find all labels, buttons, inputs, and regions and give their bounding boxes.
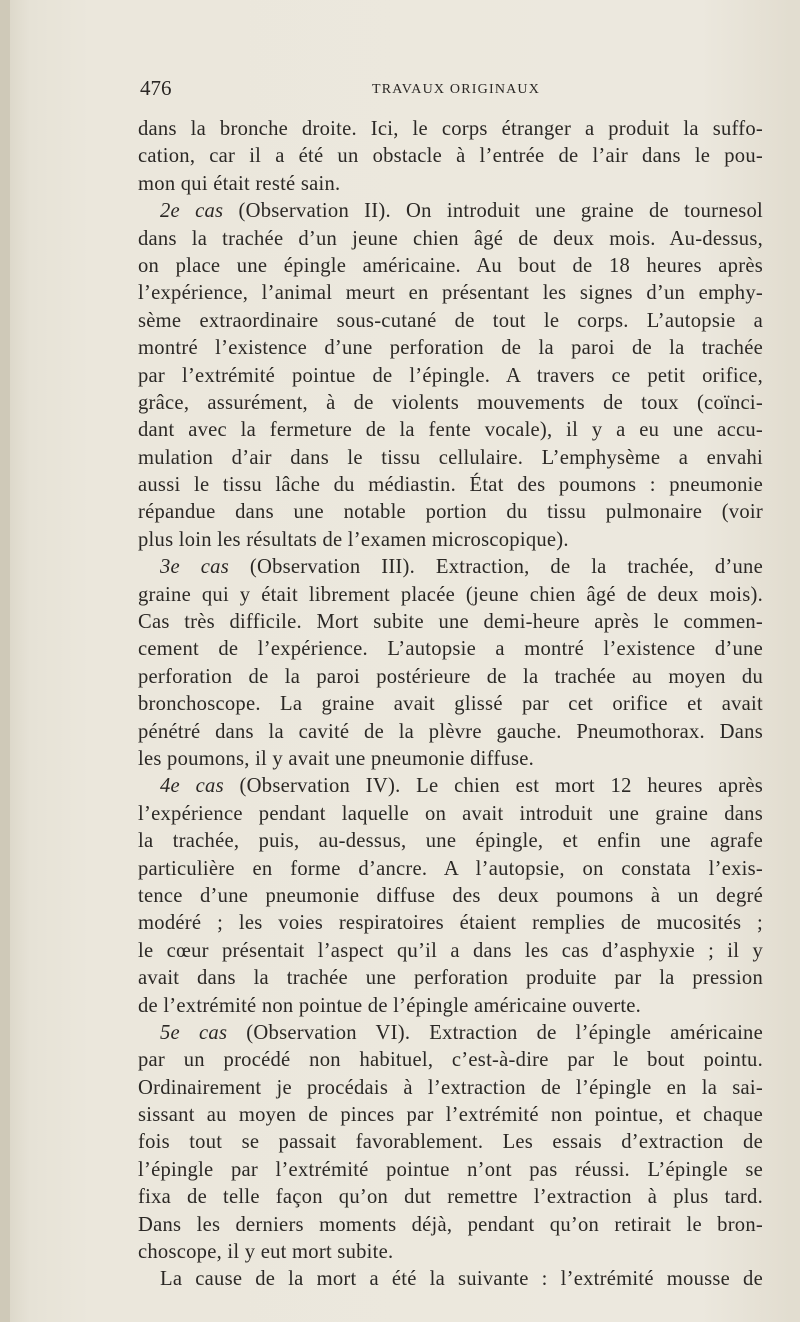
running-title: TRAVAUX ORIGINAUX bbox=[372, 82, 541, 97]
text-line bbox=[138, 143, 763, 170]
text-line bbox=[138, 691, 763, 718]
text-line bbox=[138, 499, 763, 526]
text-line bbox=[138, 938, 763, 965]
text-line bbox=[138, 554, 763, 581]
line-text: modéré ; les voies respiratoires étaient remplies de mucosités ; bbox=[138, 912, 763, 935]
text-line bbox=[138, 527, 763, 554]
line-text: (Observation II). On introduit une graine de tournesol bbox=[223, 200, 763, 223]
line-text: cement de l’expérience. L’autopsie a montré l’existence d’une bbox=[138, 638, 763, 661]
line-text: sème extraordinaire sous-cutané de tout le corps. L’autopsie a bbox=[138, 309, 763, 332]
text-line bbox=[138, 308, 763, 335]
text-line bbox=[138, 1129, 763, 1156]
text-line bbox=[138, 1266, 763, 1293]
text-line bbox=[138, 664, 763, 691]
line-text: grâce, assurément, à de violents mouvements de toux (coïnci- bbox=[138, 391, 763, 414]
line-text: dant avec la fermeture de la fente vocale), il y a eu une accu- bbox=[138, 419, 763, 442]
line-text: de l’extrémité non pointue de l’épingle américaine ouverte. bbox=[138, 994, 642, 1017]
line-text: perforation de la paroi postérieure de la trachée au moyen du bbox=[138, 665, 763, 688]
text-line bbox=[138, 582, 763, 609]
line-text: fois tout se passait favorablement. Les essais d’extraction de bbox=[138, 1131, 763, 1154]
line-text: graine qui y était librement placée (jeune chien âgé de deux mois). bbox=[138, 583, 763, 606]
line-text: dans la trachée d’un jeune chien âgé de deux mois. Au-dessus, bbox=[138, 227, 763, 250]
text-line bbox=[138, 1184, 763, 1211]
page-header bbox=[140, 72, 765, 106]
case-label: e cas bbox=[170, 556, 229, 579]
text-line bbox=[138, 390, 763, 417]
text-line bbox=[138, 171, 763, 198]
line-text: plus loin les résultats de l’examen microscopique). bbox=[138, 528, 569, 551]
line-text: répandue dans une notable portion du tissu pulmonaire (voir bbox=[138, 501, 763, 524]
text-line bbox=[138, 965, 763, 992]
line-text: La cause de la mort a été la suivante : l’extrémité mousse de bbox=[160, 1268, 763, 1291]
text-line bbox=[138, 1239, 763, 1266]
line-text: l’expérience, l’animal meurt en présentant les signes d’un emphy- bbox=[138, 282, 763, 305]
text-line bbox=[138, 363, 763, 390]
line-text: l’expérience pendant laquelle on avait introduit une graine dans bbox=[138, 802, 763, 825]
line-text: cation, car il a été un obstacle à l’entrée de l’air dans le pou- bbox=[138, 145, 763, 168]
line-text: le cœur présentait l’aspect qu’il a dans les cas d’asphyxie ; il y bbox=[138, 939, 763, 962]
body-text bbox=[138, 116, 763, 1294]
case-number: 2 bbox=[160, 200, 171, 223]
line-text: sissant au moyen de pinces par l’extrémité non pointue, et chaque bbox=[138, 1104, 763, 1127]
line-text: bronchoscope. La graine avait glissé par cet orifice et avait bbox=[138, 693, 763, 716]
case-label: e cas bbox=[170, 1021, 228, 1044]
text-line bbox=[138, 417, 763, 444]
text-line bbox=[138, 801, 763, 828]
text-line bbox=[138, 1212, 763, 1239]
text-line bbox=[138, 719, 763, 746]
text-line bbox=[138, 198, 763, 225]
line-text: Cas très difficile. Mort subite une demi-heure après le commen- bbox=[138, 611, 763, 634]
line-text: pénétré dans la cavité de la plèvre gauche. Pneumothorax. Dans bbox=[138, 720, 763, 743]
text-line bbox=[138, 883, 763, 910]
line-text: tence d’une pneumonie diffuse des deux poumons à un degré bbox=[138, 884, 763, 907]
line-text: particulière en forme d’ancre. A l’autopsie, on constata l’exis- bbox=[138, 857, 763, 880]
text-line bbox=[138, 280, 763, 307]
text-line bbox=[138, 1157, 763, 1184]
line-text: (Observation III). Extraction, de la trachée, d’une bbox=[229, 556, 763, 579]
line-text: l’épingle par l’extrémité pointue n’ont pas réussi. L’épingle se bbox=[138, 1158, 763, 1181]
text-line bbox=[138, 226, 763, 253]
text-line bbox=[138, 856, 763, 883]
line-text: montré l’existence d’une perforation de la paroi de la trachée bbox=[138, 337, 763, 360]
line-text: mulation d’air dans le tissu cellulaire. L’emphysème a envahi bbox=[138, 446, 763, 469]
line-text: Ordinairement je procédais à l’extraction de l’épingle en la sai- bbox=[138, 1076, 763, 1099]
line-text: avait dans la trachée une perforation produite par la pression bbox=[138, 967, 763, 990]
line-text: par un procédé non habituel, c’est-à-dire par le bout pointu. bbox=[138, 1049, 763, 1072]
text-line bbox=[138, 910, 763, 937]
line-text: fixa de telle façon qu’on dut remettre l’extraction à plus tard. bbox=[138, 1186, 763, 1209]
line-text: par l’extrémité pointue de l’épingle. A travers ce petit orifice, bbox=[138, 364, 763, 387]
text-line bbox=[138, 335, 763, 362]
text-line bbox=[138, 1020, 763, 1047]
text-line bbox=[138, 773, 763, 800]
text-line bbox=[138, 1047, 763, 1074]
line-text: on place une épingle américaine. Au bout de 18 heures après bbox=[138, 254, 763, 277]
text-line bbox=[138, 116, 763, 143]
text-line bbox=[138, 746, 763, 773]
line-text: aussi le tissu lâche du médiastin. État des poumons : pneumonie bbox=[138, 474, 763, 497]
text-line bbox=[138, 993, 763, 1020]
page-gutter-shadow bbox=[0, 0, 10, 1322]
line-text: mon qui était resté sain. bbox=[138, 172, 341, 195]
line-text: dans la bronche droite. Ici, le corps étranger a produit la suffo- bbox=[138, 118, 763, 140]
case-number: 3 bbox=[160, 556, 171, 579]
text-line bbox=[138, 828, 763, 855]
case-label: e cas bbox=[170, 775, 224, 798]
text-line bbox=[138, 253, 763, 280]
line-text: (Observation IV). Le chien est mort 12 heures après bbox=[223, 775, 763, 798]
text-line bbox=[138, 636, 763, 663]
line-text: (Observation VI). Extraction de l’épingle américaine bbox=[227, 1021, 763, 1044]
line-text: les poumons, il y avait une pneumonie diffuse. bbox=[138, 747, 535, 770]
line-text: la trachée, puis, au-dessus, une épingle, et enfin une agrafe bbox=[138, 830, 763, 853]
text-line bbox=[138, 609, 763, 636]
text-line bbox=[138, 472, 763, 499]
line-text: Dans les derniers moments déjà, pendant qu’on retirait le bron- bbox=[138, 1213, 763, 1236]
text-line bbox=[138, 445, 763, 472]
text-line bbox=[138, 1075, 763, 1102]
page-number: 476 bbox=[140, 76, 172, 100]
case-number: 4 bbox=[160, 775, 171, 798]
case-label: e cas bbox=[170, 200, 224, 223]
text-line bbox=[138, 1102, 763, 1129]
case-number: 5 bbox=[160, 1021, 171, 1044]
line-text: choscope, il y eut mort subite. bbox=[138, 1241, 394, 1264]
